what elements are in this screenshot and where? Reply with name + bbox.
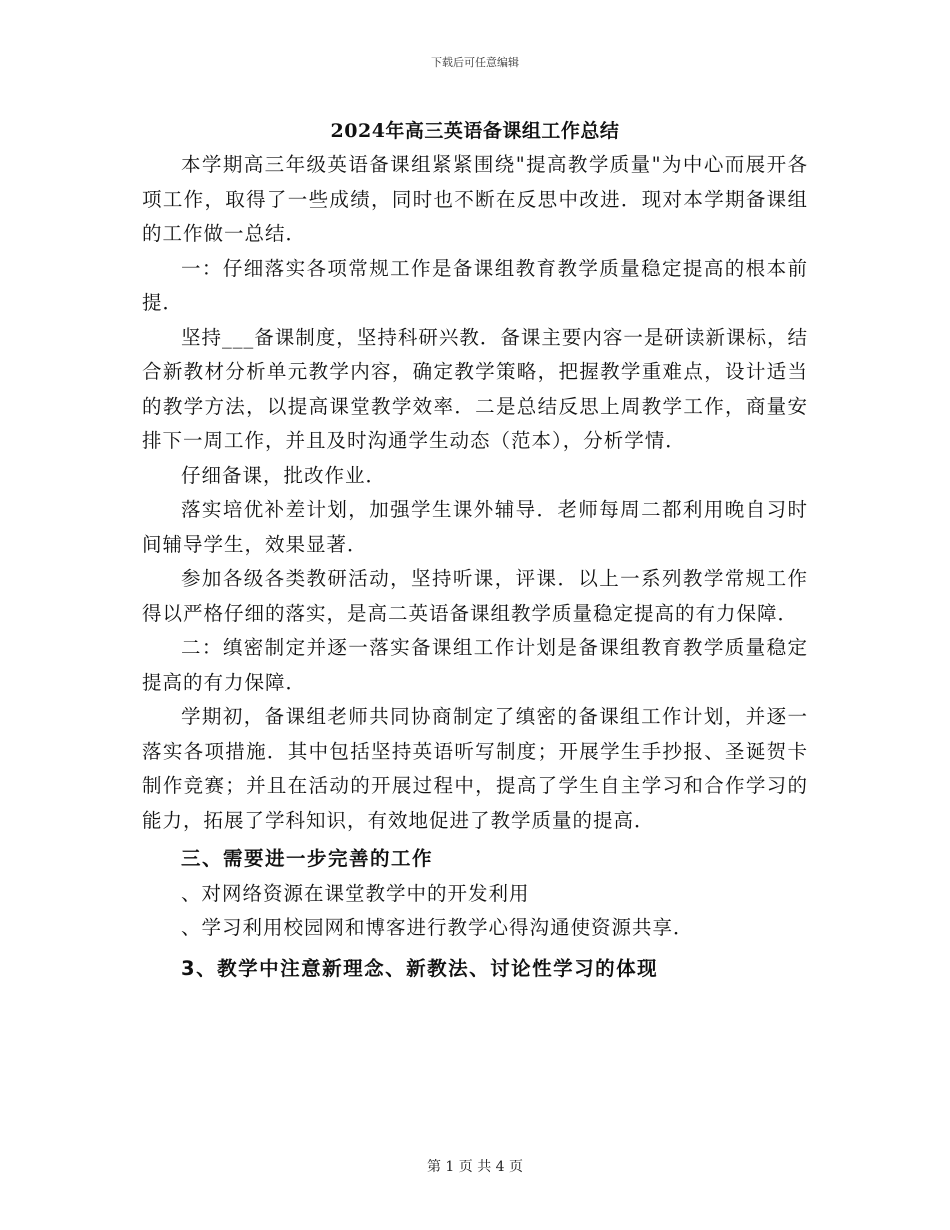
page-footer: 第 1 页 共 4 页	[426, 1159, 524, 1175]
document-title: 2024年高三英语备课组工作总结	[330, 120, 620, 142]
section-3-subheading: 3、教学中注意新理念、新教法、讨论性学习的体现	[181, 956, 659, 980]
header-note: 下载后可任意编辑	[431, 56, 519, 69]
intro-paragraph: 本学期高三年级英语备课组紧紧围绕"提高教学质量"为中心而展开各项工作，取得了一些成绩，同时也不断在反思中改进．现对本学期备课组的工作做一总结．	[142, 153, 808, 245]
paragraph-research: 参加各级各类教研活动，坚持听课，评课．以上一系列教学常规工作得以严格仔细的落实，是高二英语备课组教学质量稳定提高的有力保障．	[142, 567, 808, 625]
section-3-item: 、学习利用校园网和博客进行教学心得沟通使资源共享．	[181, 916, 694, 939]
document-body	[142, 148, 808, 986]
paragraph-homework: 仔细备课，批改作业．	[181, 463, 387, 487]
paragraph-tutoring: 落实培优补差计划，加强学生课外辅导．老师每周二都利用晚自习时间辅导学生，效果显著．	[142, 498, 808, 556]
section-3-heading: 三、需要进一步完善的工作	[181, 847, 434, 870]
paragraph-lesson-prep: 坚持___备课制度，坚持科研兴教．备课主要内容一是研读新课标，结合新教材分析单元教学内容，确定教学策略，把握教学重难点，设计适当的教学方法，以提高课堂教学效率．二是总结反思上周教学工作，商量安排下一周工作，并且及时沟通学生动态（范本），分析学情．	[142, 325, 808, 452]
section-2-heading: 二：缜密制定并逐一落实备课组工作计划是备课组教育教学质量稳定提高的有力保障．	[142, 636, 808, 694]
section-1-heading: 一：仔细落实各项常规工作是备课组教育教学质量稳定提高的根本前提．	[142, 256, 808, 314]
paragraph-plan: 学期初，备课组老师共同协商制定了缜密的备课组工作计划，并逐一落实各项措施．其中包括坚持英语听写制度；开展学生手抄报、圣诞贺卡制作竞赛；并且在活动的开展过程中，提高了学生自主学习和合作学习的能力，拓展了学科知识，有效地促进了教学质量的提高．	[142, 705, 808, 832]
section-3-item: 、对网络资源在课堂教学中的开发利用	[181, 881, 530, 905]
